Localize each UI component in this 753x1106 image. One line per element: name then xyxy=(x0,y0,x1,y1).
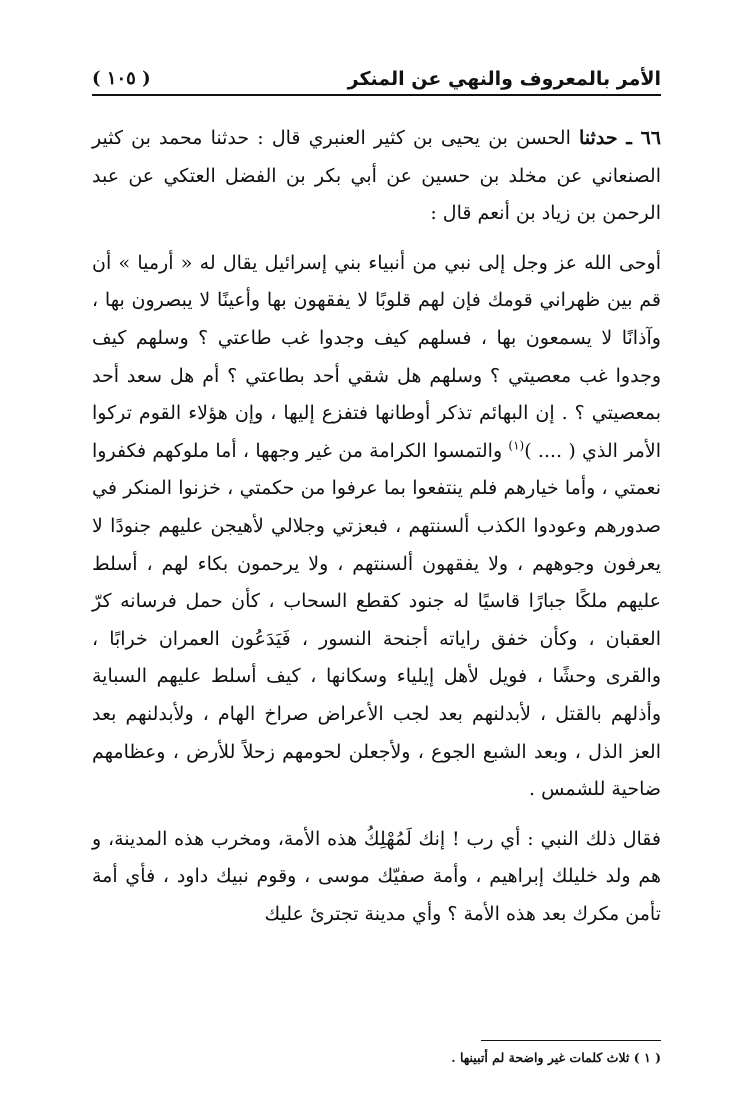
header-rule xyxy=(92,94,661,96)
hadith-paragraph xyxy=(92,120,661,233)
footnote-rule xyxy=(481,1040,661,1041)
running-header xyxy=(92,58,661,92)
hadith-dash: ـ xyxy=(617,127,641,149)
footnote: ( ١ ) ثلاث كلمات غير واضحة لم أتبينها . xyxy=(451,1050,661,1065)
revelation-paragraph xyxy=(92,245,661,809)
prophet-reply-paragraph xyxy=(92,821,661,934)
hadith-label: حدثنا xyxy=(579,127,618,149)
revelation-text-part2: والتمسوا الكرامة من غير وجهها ، أما ملوكهم فكفروا نعمتي ، وأما خيارهم فلم ينتفعوا بما عرفوا من حكمتي ، خزنوا المنكر في صدورهم وعودوا الكذب ألسنتهم ، فبعزتي وجلالي لأهيجن عليهم جنودًا لا يعرفون وجوههم ، ولا يفقهون ألسنتهم ، ولا يرحمون بكاء لهم ، أسلط عليهم ملكًا جبارًا قاسيًا له جنود كقطع السحاب ، كأن حمل فرسانه كرّ العقبان ، وكأن خفق راياته أجنحة النسور ، فَيَدَعُون العمران خرابًا ، والقرى وحشًا ، فويل لأهل إيلياء وسكانها ، كيف أسلط عليهم السباية وأذلهم بالقتل ، لأبدلنهم بعد لجب الأعراض صراخ الهام ، ولأبدلنهم بعد العز الذل ، وبعد الشبع الجوع ، ولأجعلن لحومهم زحلاً للأرض ، وعظامهم ضاحية للشمس . xyxy=(92,439,661,801)
main-text xyxy=(92,120,661,933)
hadith-number: ٦٦ xyxy=(640,127,662,149)
page-number: ( ١٠٥ ) xyxy=(92,68,151,89)
hadith-isnad: الحسن بن يحيى بن كثير العنبري قال : حدثنا محمد بن كثير الصنعاني عن مخلد بن حسين عن أبي بكر بن الفضل العتكي عن عبد الرحمن بن زياد بن أنعم قال : xyxy=(92,127,661,225)
running-title: الأمر بالمعروف والنهي عن المنكر xyxy=(347,68,661,90)
footnote-reference: (١) xyxy=(508,438,525,453)
prophet-reply-text: فقال ذلك النبي : أي رب ! إنك لَمُهْلِكُ هذه الأمة، ومخرب هذه المدينة، و هم ولد خليلك إبراهيم ، وأمة صفيّك موسى ، وقوم نبيك داود ، فأي أمة تأمن مكرك بعد هذه الأمة ؟ وأي مدينة تجترئ عليك xyxy=(92,827,661,925)
revelation-text-part1: أوحى الله عز وجل إلى نبي من أنبياء بني إسرائيل يقال له « أرميا » أن قم بين ظهراني قومك فإن لهم قلوبًا لا يفقهون بها وأعينًا لا يبصرون بها ، وآذانًا لا يسمعون بها ، فسلهم كيف وجدوا غب طاعتي ؟ وسلهم كيف وجدوا غب معصيتي ؟ وسلهم هل شقي أحد بطاعتي ؟ أم هل سعد أحد بمعصيتي ؟ . إن البهائم تذكر أوطانها فتفزع إليها ، وإن هؤلاء القوم تركوا الأمر الذي ( .... ) xyxy=(92,251,661,462)
